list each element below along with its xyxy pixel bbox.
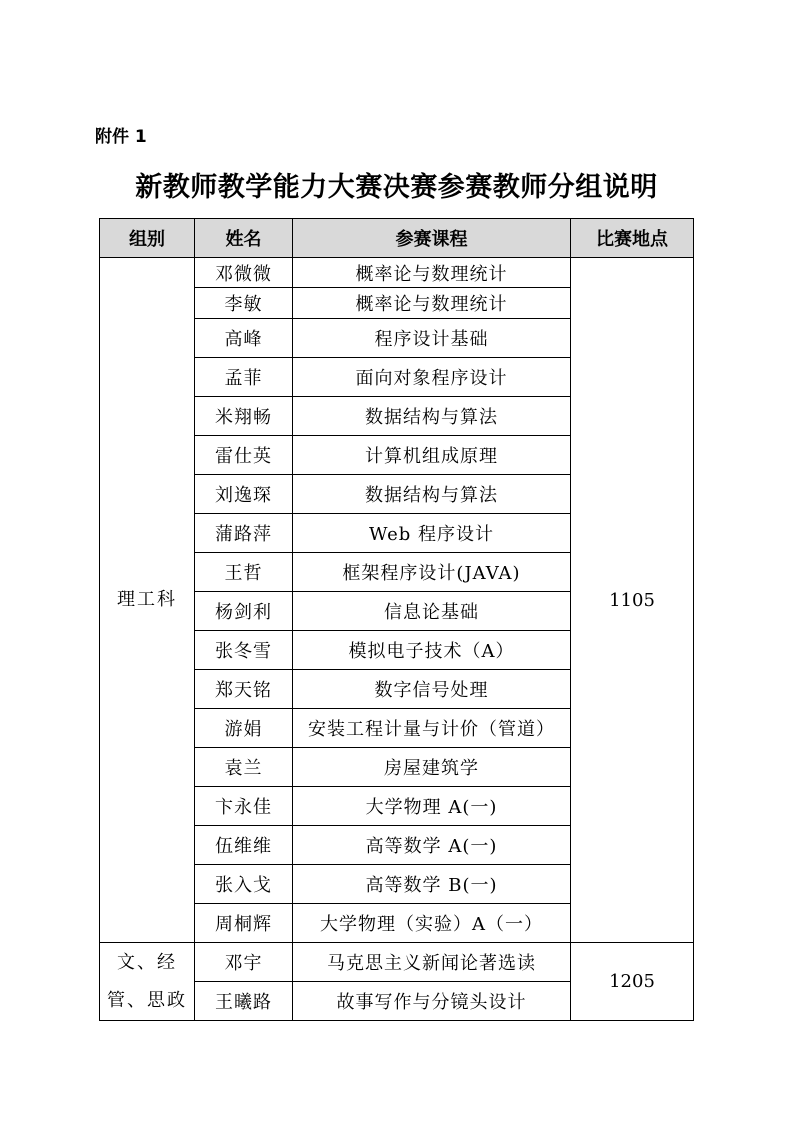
group-cell: 文、经管、思政 xyxy=(100,943,195,1021)
course-cell: 大学物理（实验）A（一） xyxy=(293,904,571,943)
location-cell: 1105 xyxy=(571,258,694,943)
teacher-name-cell: 李敏 xyxy=(195,288,293,319)
header-name: 姓名 xyxy=(195,219,293,258)
teacher-name-cell: 游娟 xyxy=(195,709,293,748)
course-cell: 高等数学 B(一) xyxy=(293,865,571,904)
teacher-name-cell: 王哲 xyxy=(195,553,293,592)
course-cell: 模拟电子技术（A） xyxy=(293,631,571,670)
teacher-name-cell: 王曦路 xyxy=(195,982,293,1021)
page-title: 新教师教学能力大赛决赛参赛教师分组说明 xyxy=(135,172,658,203)
attachment-label: 附件 1 xyxy=(95,127,147,147)
table-row xyxy=(100,943,694,982)
course-cell: 面向对象程序设计 xyxy=(293,358,571,397)
course-cell: 计算机组成原理 xyxy=(293,436,571,475)
teacher-name-cell: 周桐辉 xyxy=(195,904,293,943)
course-cell: 高等数学 A(一) xyxy=(293,826,571,865)
teacher-name-cell: 蒲路萍 xyxy=(195,514,293,553)
teacher-name-cell: 邓宇 xyxy=(195,943,293,982)
course-cell: 数据结构与算法 xyxy=(293,475,571,514)
course-cell: 信息论基础 xyxy=(293,592,571,631)
course-cell: 框架程序设计(JAVA) xyxy=(293,553,571,592)
course-cell: Web 程序设计 xyxy=(293,514,571,553)
course-cell: 概率论与数理统计 xyxy=(293,258,571,288)
teacher-name-cell: 刘逸琛 xyxy=(195,475,293,514)
location-cell: 1205 xyxy=(571,943,694,1021)
table-row xyxy=(100,258,694,288)
header-course: 参赛课程 xyxy=(293,219,571,258)
course-cell: 安装工程计量与计价（管道） xyxy=(293,709,571,748)
header-location: 比赛地点 xyxy=(571,219,694,258)
teacher-name-cell: 张入戈 xyxy=(195,865,293,904)
teacher-name-cell: 高峰 xyxy=(195,319,293,358)
teacher-name-cell: 杨剑利 xyxy=(195,592,293,631)
teacher-name-cell: 卞永佳 xyxy=(195,787,293,826)
table-header-row xyxy=(100,219,694,258)
course-cell: 房屋建筑学 xyxy=(293,748,571,787)
course-cell: 程序设计基础 xyxy=(293,319,571,358)
teacher-name-cell: 伍维维 xyxy=(195,826,293,865)
teacher-name-cell: 郑天铭 xyxy=(195,670,293,709)
course-cell: 数据结构与算法 xyxy=(293,397,571,436)
teacher-name-cell: 雷仕英 xyxy=(195,436,293,475)
course-cell: 马克思主义新闻论著选读 xyxy=(293,943,571,982)
teacher-name-cell: 孟菲 xyxy=(195,358,293,397)
teacher-name-cell: 邓微微 xyxy=(195,258,293,288)
course-cell: 数字信号处理 xyxy=(293,670,571,709)
teacher-name-cell: 袁兰 xyxy=(195,748,293,787)
course-cell: 大学物理 A(一) xyxy=(293,787,571,826)
teacher-name-cell: 米翔畅 xyxy=(195,397,293,436)
group-cell: 理工科 xyxy=(100,258,195,943)
header-group: 组别 xyxy=(100,219,195,258)
course-cell: 故事写作与分镜头设计 xyxy=(293,982,571,1021)
course-cell: 概率论与数理统计 xyxy=(293,288,571,319)
teacher-name-cell: 张冬雪 xyxy=(195,631,293,670)
grouping-table xyxy=(99,218,694,1021)
